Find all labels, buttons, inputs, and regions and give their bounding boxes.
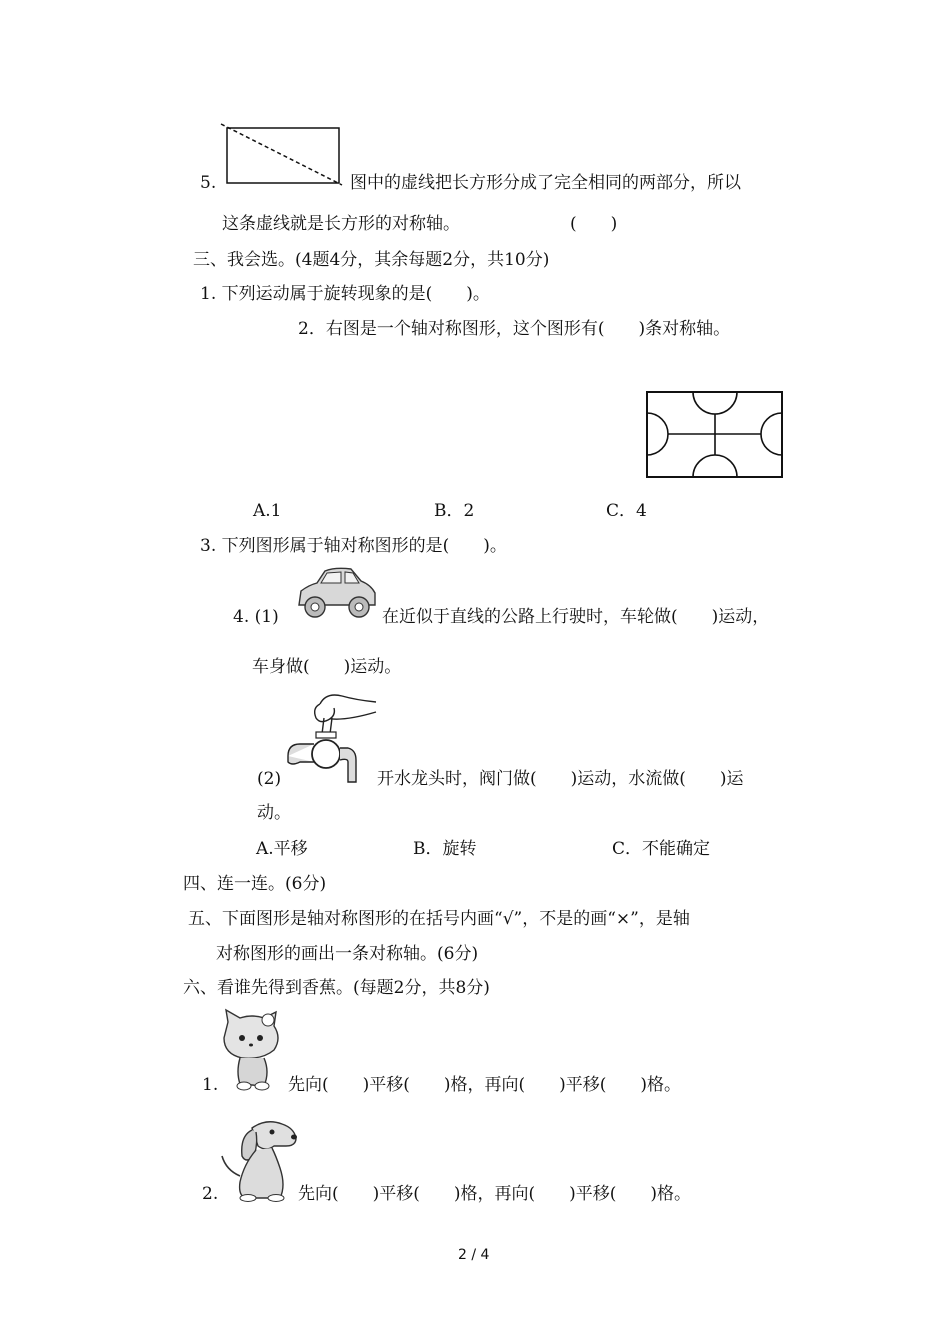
q5-text-line2: 这条虚线就是长方形的对称轴。 — [222, 214, 460, 234]
s6-q2-text: 先向( )平移( )格，再向( )平移( )格。 — [298, 1184, 692, 1204]
section5-title-line2: 对称图形的画出一条对称轴。(6分) — [216, 944, 479, 964]
s3-q4-p2-prefix: (2) — [257, 769, 282, 789]
puppy-image — [216, 1116, 300, 1202]
s3-q2: 2．右图是一个轴对称图形，这个图形有( )条对称轴。 — [298, 319, 731, 339]
s3-q4-p2-text: 开水龙头时，阀门做( )运动，水流做( )运 — [377, 769, 744, 789]
s3-q4-p2-text2: 动。 — [257, 803, 291, 823]
section5-title-line1: 五、下面图形是轴对称图形的在括号内画“√”，不是的画“×”，是轴 — [188, 909, 690, 929]
s3-q3: 3. 下列图形属于轴对称图形的是( )。 — [200, 536, 507, 556]
faucet-image — [286, 688, 378, 784]
s3-q4-option-c[interactable]: C．不能确定 — [612, 839, 711, 859]
s6-q2-number: 2. — [202, 1184, 219, 1204]
q5-text-line1: 图中的虚线把长方形分成了完全相同的两部分，所以 — [350, 173, 741, 193]
q5-number: 5. — [200, 173, 217, 193]
symmetric-rectangle-figure — [644, 389, 786, 481]
car-image — [291, 563, 379, 625]
s3-q2-option-b[interactable]: B．2 — [434, 501, 475, 521]
section6-title: 六、看谁先得到香蕉。(每题2分，共8分) — [183, 978, 490, 998]
dashed-rectangle-figure — [218, 122, 348, 188]
s3-q4-option-a[interactable]: A.平移 — [256, 839, 308, 859]
s3-q2-option-a[interactable]: A.1 — [253, 501, 282, 521]
section4-title: 四、连一连。(6分) — [183, 874, 327, 894]
page-number: 2 / 4 — [458, 1247, 490, 1263]
s6-q1-number: 1. — [202, 1075, 219, 1095]
s3-q4-p1-text2: 车身做( )运动。 — [252, 657, 402, 677]
s3-q2-option-c[interactable]: C．4 — [606, 501, 647, 521]
section3-title: 三、我会选。(4题4分，其余每题2分，共10分) — [193, 250, 550, 270]
kitten-image — [216, 1008, 288, 1092]
s3-q4-option-b[interactable]: B．旋转 — [413, 839, 477, 859]
s3-q1: 1. 下列运动属于旋转现象的是( )。 — [200, 284, 490, 304]
s6-q1-text: 先向( )平移( )格，再向( )平移( )格。 — [288, 1075, 682, 1095]
s3-q4-p1-text: 在近似于直线的公路上行驶时，车轮做( )运动， — [382, 607, 770, 627]
q5-answer-blank[interactable]: ( ) — [570, 214, 618, 234]
s3-q4-p1-prefix: 4. (1) — [233, 607, 279, 627]
